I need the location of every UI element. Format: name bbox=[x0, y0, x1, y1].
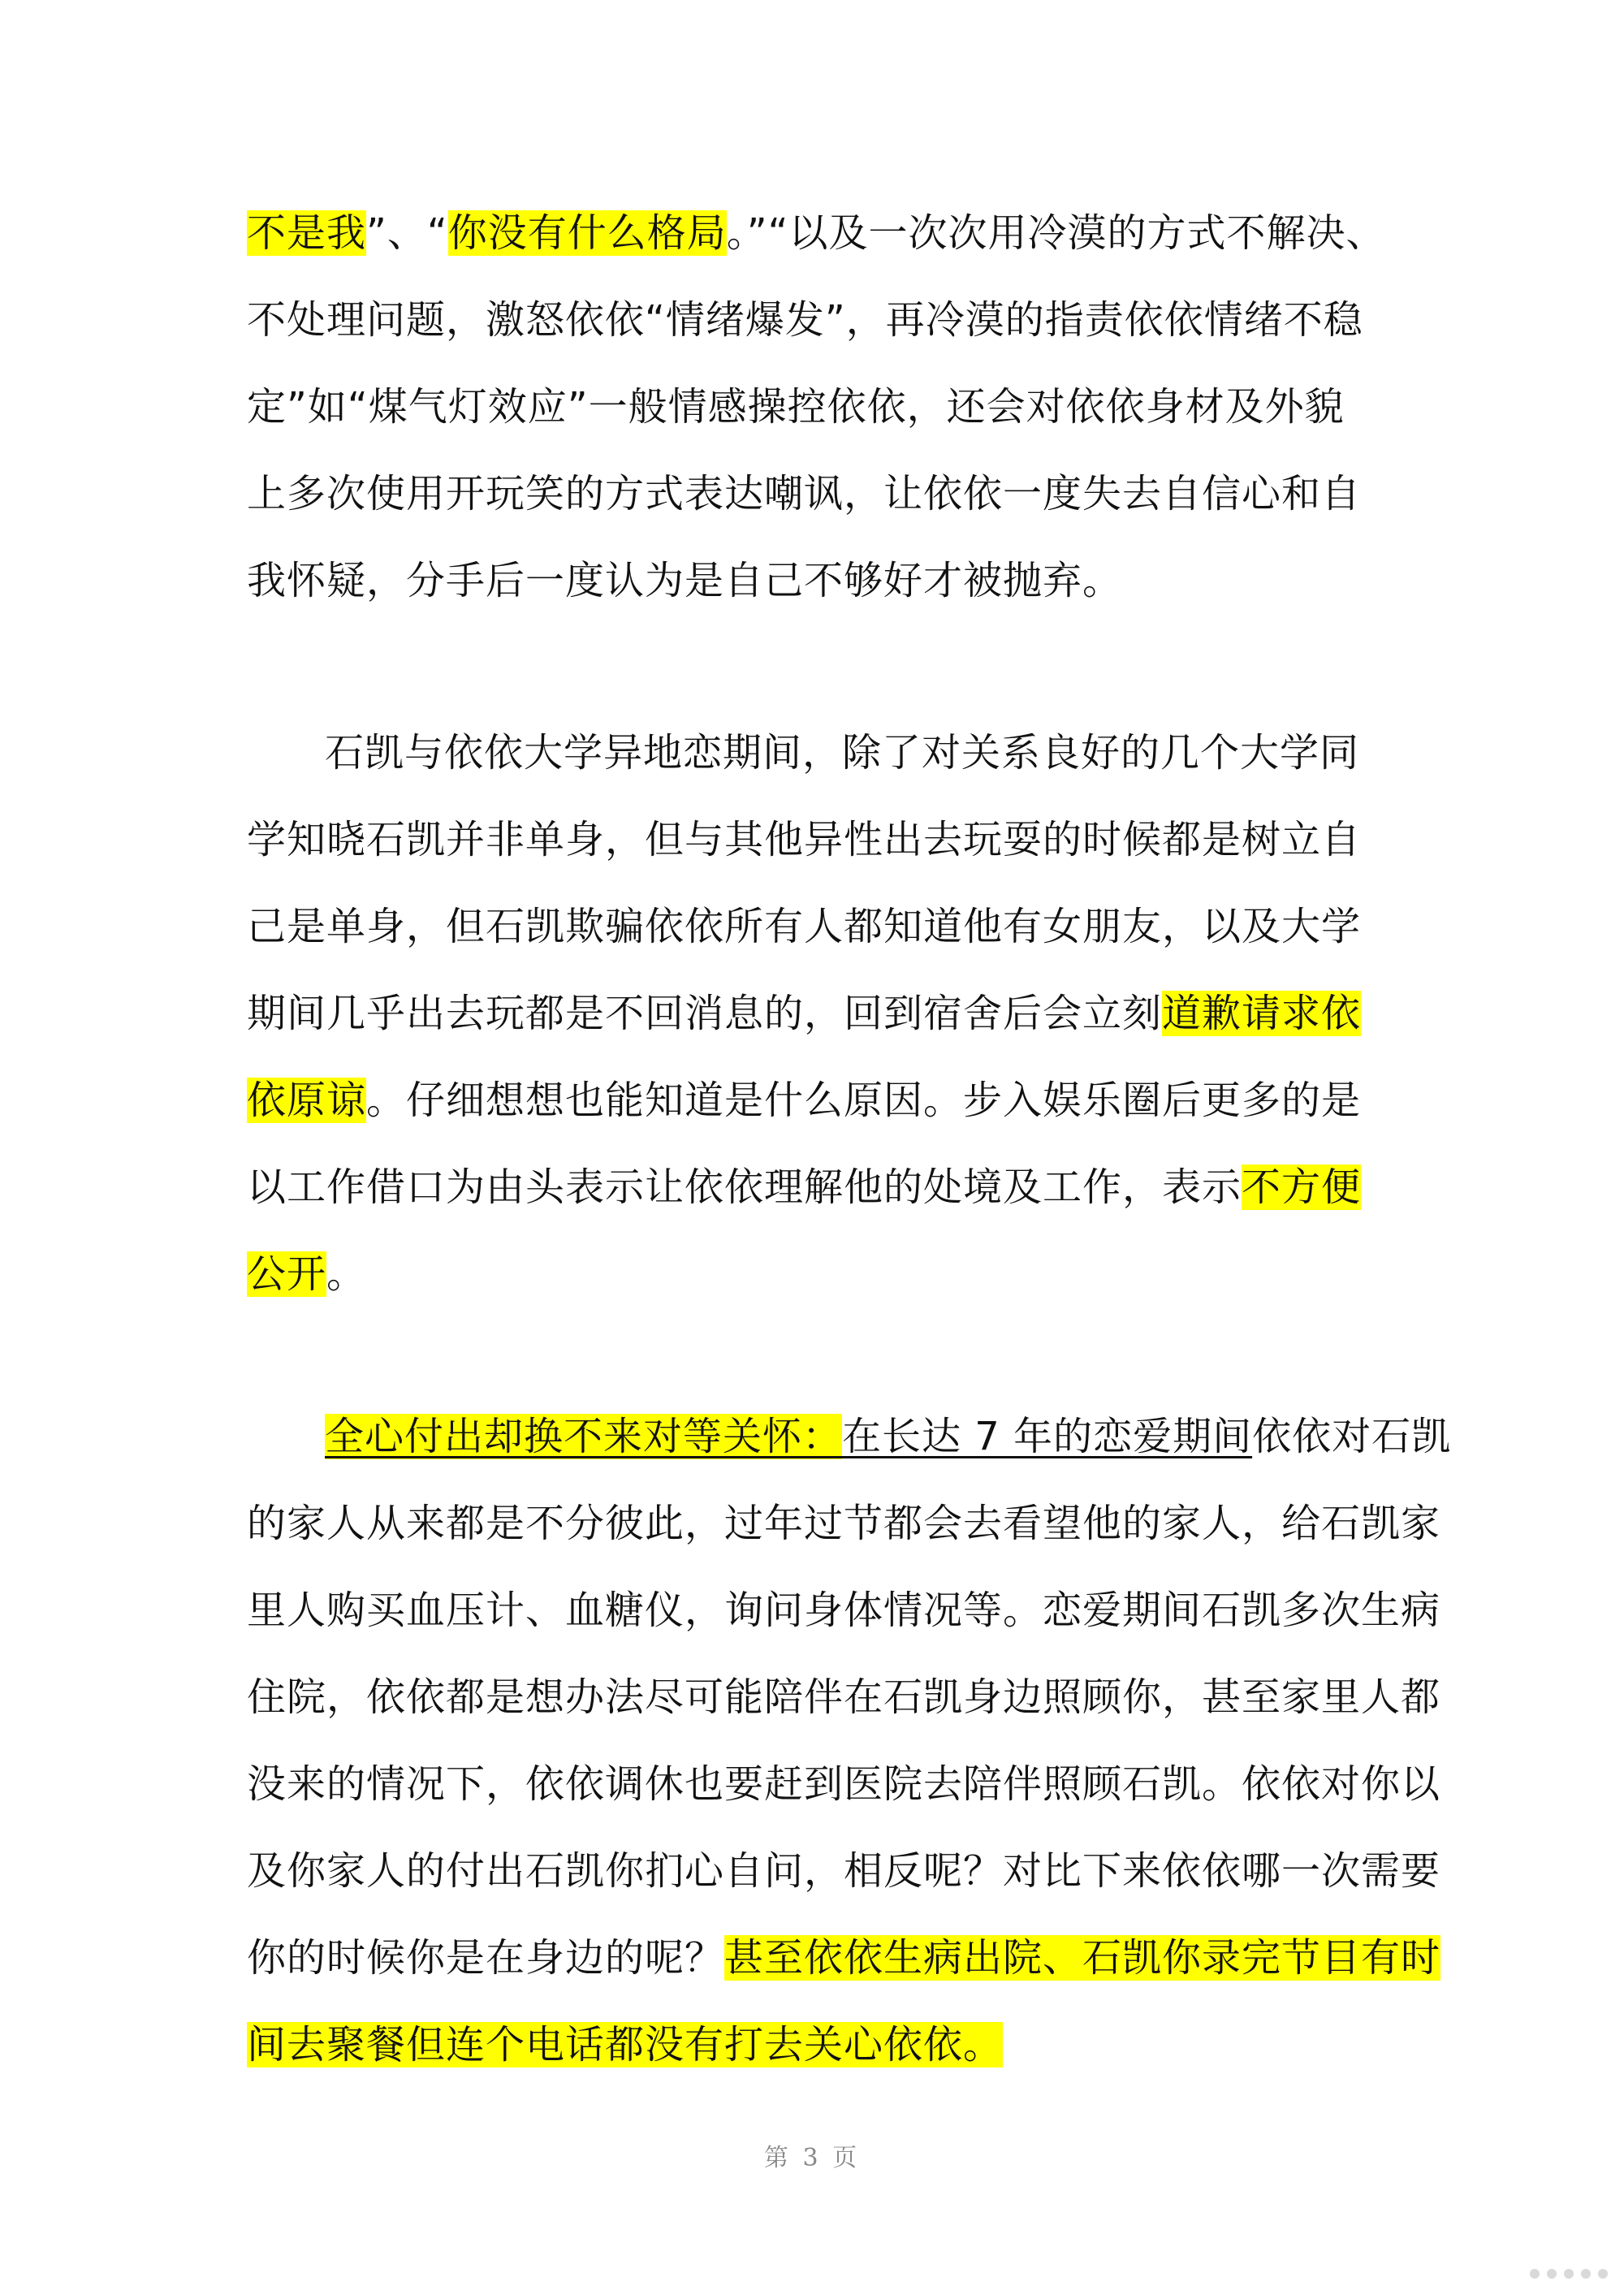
paragraph2-line1: 石凯与依依大学异地恋期间，除了对关系良好的几个大学同 bbox=[325, 730, 1360, 776]
paragraph3-line3: 里人购买血压计、血糖仪，询问身体情况等。恋爱期间石凯多次生病 bbox=[247, 1588, 1441, 1633]
paragraph3-line8 bbox=[247, 2011, 1003, 2079]
highlight-text: 不是我 bbox=[247, 210, 367, 256]
dot-icon bbox=[1530, 2269, 1540, 2279]
paragraph3-line6: 及你家人的付出石凯你扪心自问，相反呢？对比下来依依哪一次需要 bbox=[247, 1848, 1441, 1894]
text-run: 。仔细想想也能知道是什么原因。步入娱乐圈后更多的是 bbox=[366, 1078, 1362, 1123]
more-options-icon[interactable] bbox=[1530, 2269, 1608, 2279]
text-run: 。”“以及一次次用冷漠的方式不解决、 bbox=[726, 210, 1386, 256]
highlight-text: 依原谅 bbox=[247, 1078, 367, 1123]
paragraph3-line7 bbox=[247, 1924, 1440, 1992]
dot-icon bbox=[1598, 2269, 1608, 2279]
paragraph1-line5: 我怀疑，分手后一度认为是自己不够好才被抛弃。 bbox=[247, 558, 1123, 603]
paragraph2-line2: 学知晓石凯并非单身，但与其他异性出去玩耍的时候都是树立自 bbox=[247, 817, 1362, 862]
paragraph3-line4: 住院，依依都是想办法尽可能陪伴在石凯身边照顾你，甚至家里人都 bbox=[247, 1674, 1441, 1720]
highlight-text: 道歉请求依 bbox=[1162, 991, 1362, 1036]
underlined-text: 在长达 7 年的恋爱期间 bbox=[842, 1414, 1253, 1459]
paragraph2-line7 bbox=[247, 1240, 366, 1308]
highlight-text: 不方便 bbox=[1242, 1164, 1362, 1210]
text-run: 依依对石凯 bbox=[1252, 1414, 1452, 1459]
paragraph2-line6 bbox=[247, 1153, 1361, 1221]
paragraph1-line4: 上多次使用开玩笑的方式表达嘲讽，让依依一度失去自信心和自 bbox=[247, 471, 1362, 516]
highlight-heading: 全心付出却换不来对等关怀： bbox=[325, 1414, 843, 1459]
text-run: 以工作借口为由头表示让依依理解他的处境及工作，表示 bbox=[247, 1164, 1242, 1210]
highlight-text: 间去聚餐但连个电话都没有打去关心依依。 bbox=[247, 2022, 1004, 2067]
dot-icon bbox=[1564, 2269, 1574, 2279]
dot-icon bbox=[1581, 2269, 1591, 2279]
paragraph2-line5 bbox=[247, 1066, 1361, 1134]
text-run: 你的时候你是在身边的呢？ bbox=[247, 1935, 725, 1981]
paragraph3-line5: 没来的情况下，依依调休也要赶到医院去陪伴照顾石凯。依依对你以 bbox=[247, 1761, 1441, 1807]
text-run: 。 bbox=[326, 1251, 367, 1297]
paragraph3-line1 bbox=[325, 1402, 1451, 1471]
paragraph3-line2: 的家人从来都是不分彼此，过年过节都会去看望他的家人，给石凯家 bbox=[247, 1501, 1441, 1546]
paragraph2-line4 bbox=[247, 979, 1361, 1048]
paragraph1-line3: 定”如“煤气灯效应”一般情感操控依依，还会对依依身材及外貌 bbox=[247, 384, 1345, 430]
paragraph1-line2: 不处理问题，激怒依依“情绪爆发”，再冷漠的指责依依情绪不稳 bbox=[247, 297, 1363, 343]
paragraph2-line3: 己是单身，但石凯欺骗依依所有人都知道他有女朋友，以及大学 bbox=[247, 904, 1362, 949]
text-run: 期间几乎出去玩都是不回消息的，回到宿舍后会立刻 bbox=[247, 991, 1163, 1036]
highlight-text: 你没有什么格局 bbox=[447, 210, 727, 256]
highlight-text: 公开 bbox=[247, 1251, 327, 1297]
highlight-text: 甚至依依生病出院、石凯你录完节目有时 bbox=[724, 1935, 1441, 1981]
page-number: 第 3 页 bbox=[763, 2144, 861, 2172]
paragraph1-line1 bbox=[247, 199, 1386, 267]
text-run: ”、“ bbox=[366, 210, 448, 256]
dot-icon bbox=[1547, 2269, 1557, 2279]
